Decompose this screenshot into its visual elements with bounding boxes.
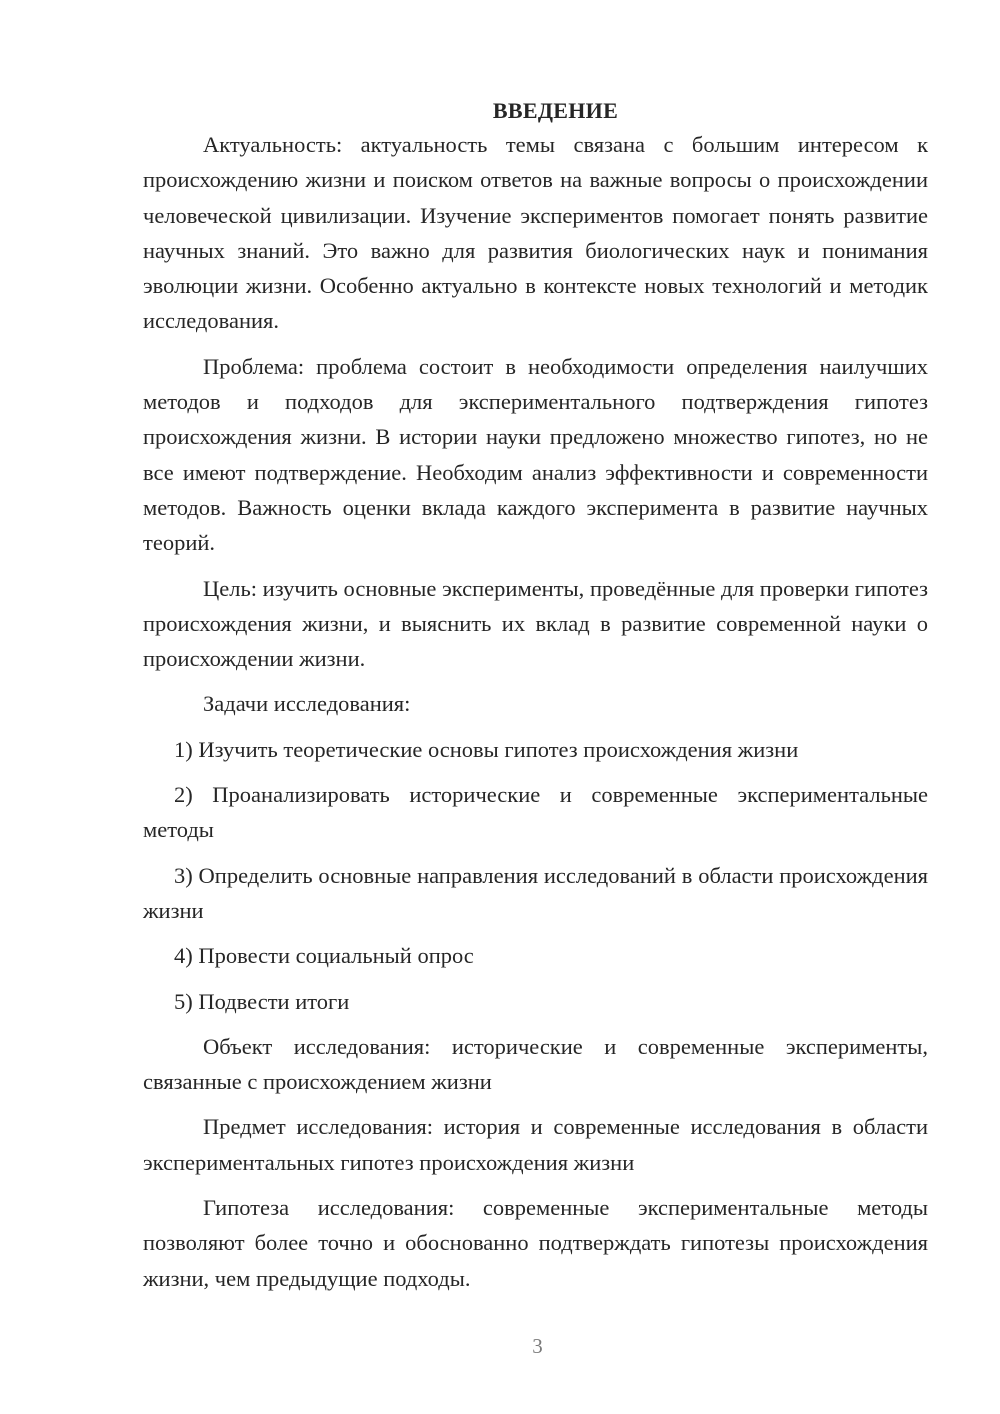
paragraph-gap: [143, 767, 928, 777]
paragraph-gap: [143, 561, 928, 571]
paragraph-gap: [143, 1180, 928, 1190]
paragraph-object: Объект исследования: исторические и современные эксперименты, связанные с происхождением жизни: [143, 1033, 928, 1095]
paragraph-gap: [143, 722, 928, 732]
task-item: 4) Провести социальный опрос: [174, 943, 474, 969]
paragraph-hypothesis: Гипотеза исследования: современные экспериментальные методы позволяют более точно и обоснованно подтверждать гипотезы происхождения жизни, чем предыдущие подходы.: [143, 1195, 928, 1291]
task-item: 3) Определить основные направления исследований в области происхождения жизни: [143, 862, 928, 923]
paragraph-gap: [143, 928, 928, 938]
task-item: 1) Изучить теоретические основы гипотез происхождения жизни: [174, 736, 799, 762]
task-item: 2) Проанализировать исторические и современные экспериментальные методы: [143, 782, 928, 843]
paragraph-gap: [143, 1019, 928, 1029]
paragraph-goal: Цель: изучить основные эксперименты, проведённые для проверки гипотез происхождения жизни, и выяснить их вклад в развитие современной науки о происхождении жизни.: [143, 575, 928, 672]
paragraph-gap: [143, 339, 928, 349]
paragraph-gap: [143, 676, 928, 686]
paragraph-tasks-heading: Задачи исследования:: [203, 691, 411, 717]
paragraph-problem: Проблема: проблема состоит в необходимости определения наилучших методов и подходов для экспериментального подтверждения гипотез происхождения жизни. В истории науки предложено множество гипотез, но не все имеют подтверждение. Необходим анализ эффективности и современности методов. Важность оценки вклада каждого эксперимента в развитие научных теорий.: [143, 353, 928, 556]
paragraph-relevance: Актуальность: актуальность темы связана с большим интересом к происхождению жизни и поиском ответов на важные вопросы о происхождении человеческой цивилизации. Изучение экспериментов помогает понять развитие научных знаний. Это важно для развития биологических наук и понимания эволюции жизни. Особенно актуально в контексте новых технологий и методик исследования.: [143, 132, 928, 334]
paragraph-subject: Предмет исследования: история и современные исследования в области экспериментальных гипотез происхождения жизни: [143, 1114, 928, 1175]
paragraph-gap: [143, 974, 928, 984]
page-number: 3: [532, 1334, 543, 1358]
paragraph-gap: [143, 1099, 928, 1109]
document-page: [143, 95, 928, 1296]
section-title: ВВЕДЕНИЕ: [492, 98, 619, 123]
paragraph-gap: [143, 848, 928, 858]
task-item: 5) Подвести итоги: [174, 988, 350, 1014]
